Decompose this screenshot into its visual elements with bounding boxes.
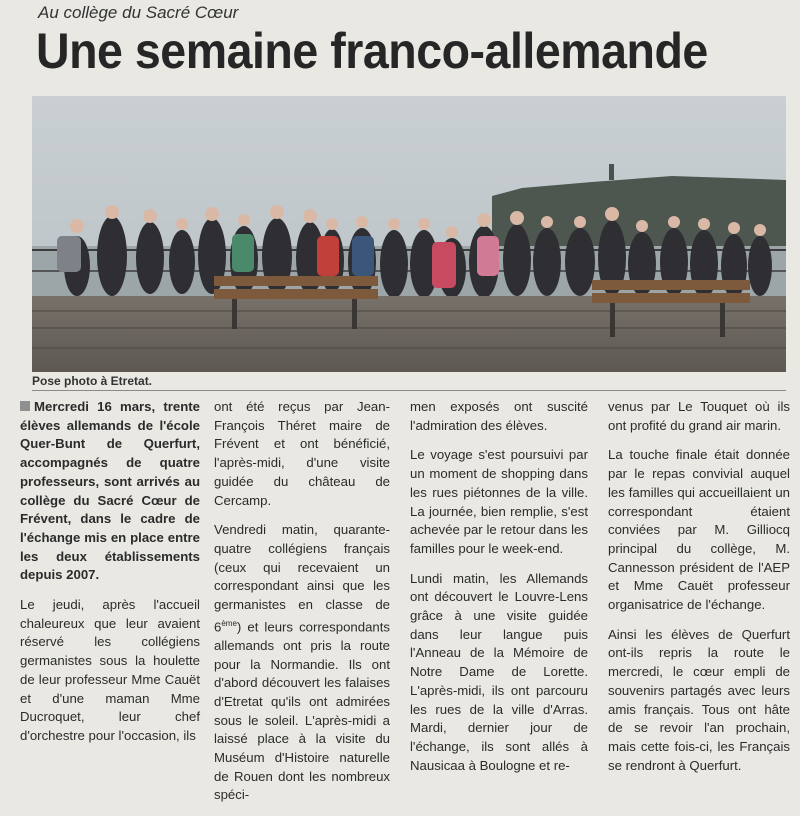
article-column-2 — [214, 398, 390, 816]
square-bullet-icon — [20, 401, 30, 411]
lead-paragraph — [20, 398, 200, 585]
photo-caption: Pose photo à Etretat. — [32, 374, 153, 388]
ordinal-suffix: ème — [221, 618, 237, 628]
paragraph: Le jeudi, après l'accueil chaleureux que leur avaient réservé les collégiens germanistes sous la houlette de leur professeur Mme Cauët et d'une maman Mme Ducroquet, leur chef d'orchestre pour l'occasion, ils — [20, 597, 200, 743]
group-photo — [32, 96, 786, 372]
article-kicker: Au collège du Sacré Cœur — [38, 3, 239, 22]
article-column-3 — [410, 398, 588, 786]
paragraph: men exposés ont suscité l'admiration des élèves. — [410, 399, 588, 433]
article-column-1 — [20, 398, 200, 757]
article-column-4 — [608, 398, 790, 786]
paragraph: Lundi matin, les Allemands ont découvert le Louvre-Lens grâce à une visite guidée dans leur langue puis l'Anneau de la Mémoire de Notre Dame de Lorette. L'après-midi, ils ont parcouru les rues de la ville d'Arras. Mardi, dernier jour de l'échange, ils sont allés à Nausicaa à Boulogne et re- — [410, 570, 588, 773]
paragraph: venus par Le Touquet où ils ont profité du grand air marin. — [608, 399, 790, 433]
paragraph-text: Vendredi matin, quarante-quatre collégiens français (ceux qui recevaient un correspondant ainsi que les germanistes en classe de 6 — [214, 522, 390, 635]
paragraph: Ainsi les élèves de Querfurt ont-ils repris la route le mercredi, le cœur empli de souvenirs partagés avec leurs amis français. Tous ont hâte de se revoir l'an prochain, mais cette fois-ci, les Français se rendront à Querfurt. — [608, 626, 790, 773]
paragraph: ont été reçus par Jean-François Théret maire de Frévent et ont bénéficié, l'après-midi, d'une visite guidée du château de Cercamp. — [214, 399, 390, 508]
lead-text: Mercredi 16 mars, trente élèves allemands de l'école Quer-Bunt de Querfurt, accompagnés de quatre professeurs, sont arrivés au collège du Sacré Cœur de Frévent, dans le cadre de l'échange mis en place entre les deux établissements depuis 2007. — [20, 399, 200, 583]
paragraph: Le voyage s'est poursuivi par un moment de shopping dans les rues piétonnes de la ville. La journée, bien remplie, s'est achevée par le retour dans les familles pour le week-end. — [410, 447, 588, 556]
paragraph: La touche finale était donnée par le repas convivial auquel les familles qui accueillaient un correspondant étaient conviées par M. Gilliocq principal du collège, M. Cannesson président de l'AEP et Mme Cauët professeur organisatrice de l'échange. — [608, 447, 790, 613]
article-headline: Une semaine franco-allemande — [36, 23, 708, 79]
caption-divider — [32, 390, 786, 391]
paragraph — [214, 521, 390, 805]
paragraph-text: ) et leurs correspondants allemands ont pris la route pour la Normandie. Ils ont d'abord découvert les falaises d'Etretat qu'ils ont admirées sous le soleil. L'après-midi a laissé place à la visite du Muséum d'Histoire naturelle de Rouen dont les nombreux spéci- — [214, 619, 390, 803]
